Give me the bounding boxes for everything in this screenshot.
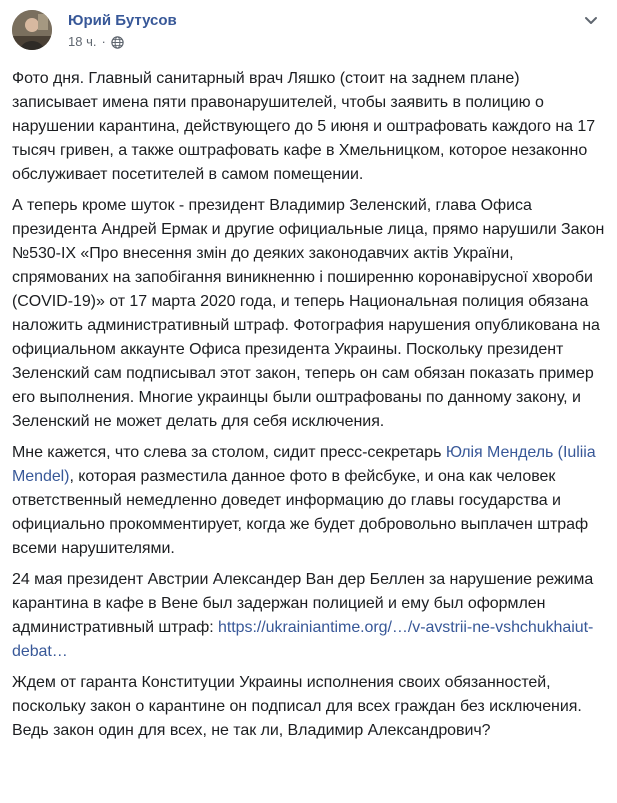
avatar-image xyxy=(12,10,52,50)
paragraph-3-text-after: , которая разместила данное фото в фейсбуке, и она как человек ответственный немедленно доведет информацию до главы государства и официально прокомментирует, когда же будет добровольно выплачен штраф всеми нарушителями. xyxy=(12,468,589,557)
avatar[interactable] xyxy=(12,10,52,50)
external-link[interactable]: https://ukrainiantime.org/…/v-avstrii-ne-vshchukhaiut-debat… xyxy=(12,619,594,660)
post-subline xyxy=(68,34,177,50)
separator-dot: · xyxy=(101,34,106,49)
post-body xyxy=(12,67,605,743)
author-name[interactable]: Юрий Бутусов xyxy=(68,12,177,29)
post-paragraph-5: Ждем от гаранта Конституции Украины исполнения своих обязанностей, поскольку закон о карантине он подписал для всех граждан без исключения. Ведь закон один для всех, не так ли, Владимир Александрович? xyxy=(12,674,582,739)
post-timestamp[interactable]: 18 ч. xyxy=(68,34,97,49)
post-header xyxy=(12,8,605,64)
post-paragraph-3 xyxy=(12,441,605,561)
mention-link[interactable]: Юлія Мендель (Iuliia Mendel) xyxy=(12,444,596,485)
paragraph-4-text: 24 мая президент Австрии Александер Ван дер Беллен за нарушение режима карантина в кафе в Вене был задержан полицией и ему был оформлен административный штраф: xyxy=(12,571,594,636)
paragraph-3-text-before: Мне кажется, что слева за столом, сидит пресс-секретарь xyxy=(12,444,446,461)
globe-icon[interactable] xyxy=(111,36,124,49)
post-paragraph-2: А теперь кроме шуток - президент Владимир Зеленский, глава Офиса президента Андрей Ермак и другие официальные лица, прямо нарушили Закон №530-IX «Про внесення змін до деяких законодавчих актів України, спрямованих на запобігання виникненню і поширенню коронавірусної хвороби (COVID-19)» от 17 марта 2020 года, и теперь Национальная полиция обязана наложить административный штраф. Фотография нарушения опубликована на официальном аккаунте Офиса президента Украины. Поскольку президент Зеленский сам подписывал этот закон, теперь он сам обязан показать пример его выполнения. Многие украинцы были оштрафованы по данному закону, и Зеленский не может делать для себя исключения. xyxy=(12,197,605,430)
post-paragraph-1: Фото дня. Главный санитарный врач Ляшко (стоит на заднем плане) записывает имена пяти правонарушителей, чтобы заявить в полицию о нарушении карантина, действующего до 5 июня и оштрафовать каждого на 17 тысяч гривен, а также оштрафовать кафе в Хмельницком, которое незаконно обслуживает посетителей в самом помещении. xyxy=(12,70,596,183)
post-paragraph-4 xyxy=(12,568,605,664)
chevron-down-icon[interactable] xyxy=(581,10,601,30)
post-meta xyxy=(68,8,177,50)
